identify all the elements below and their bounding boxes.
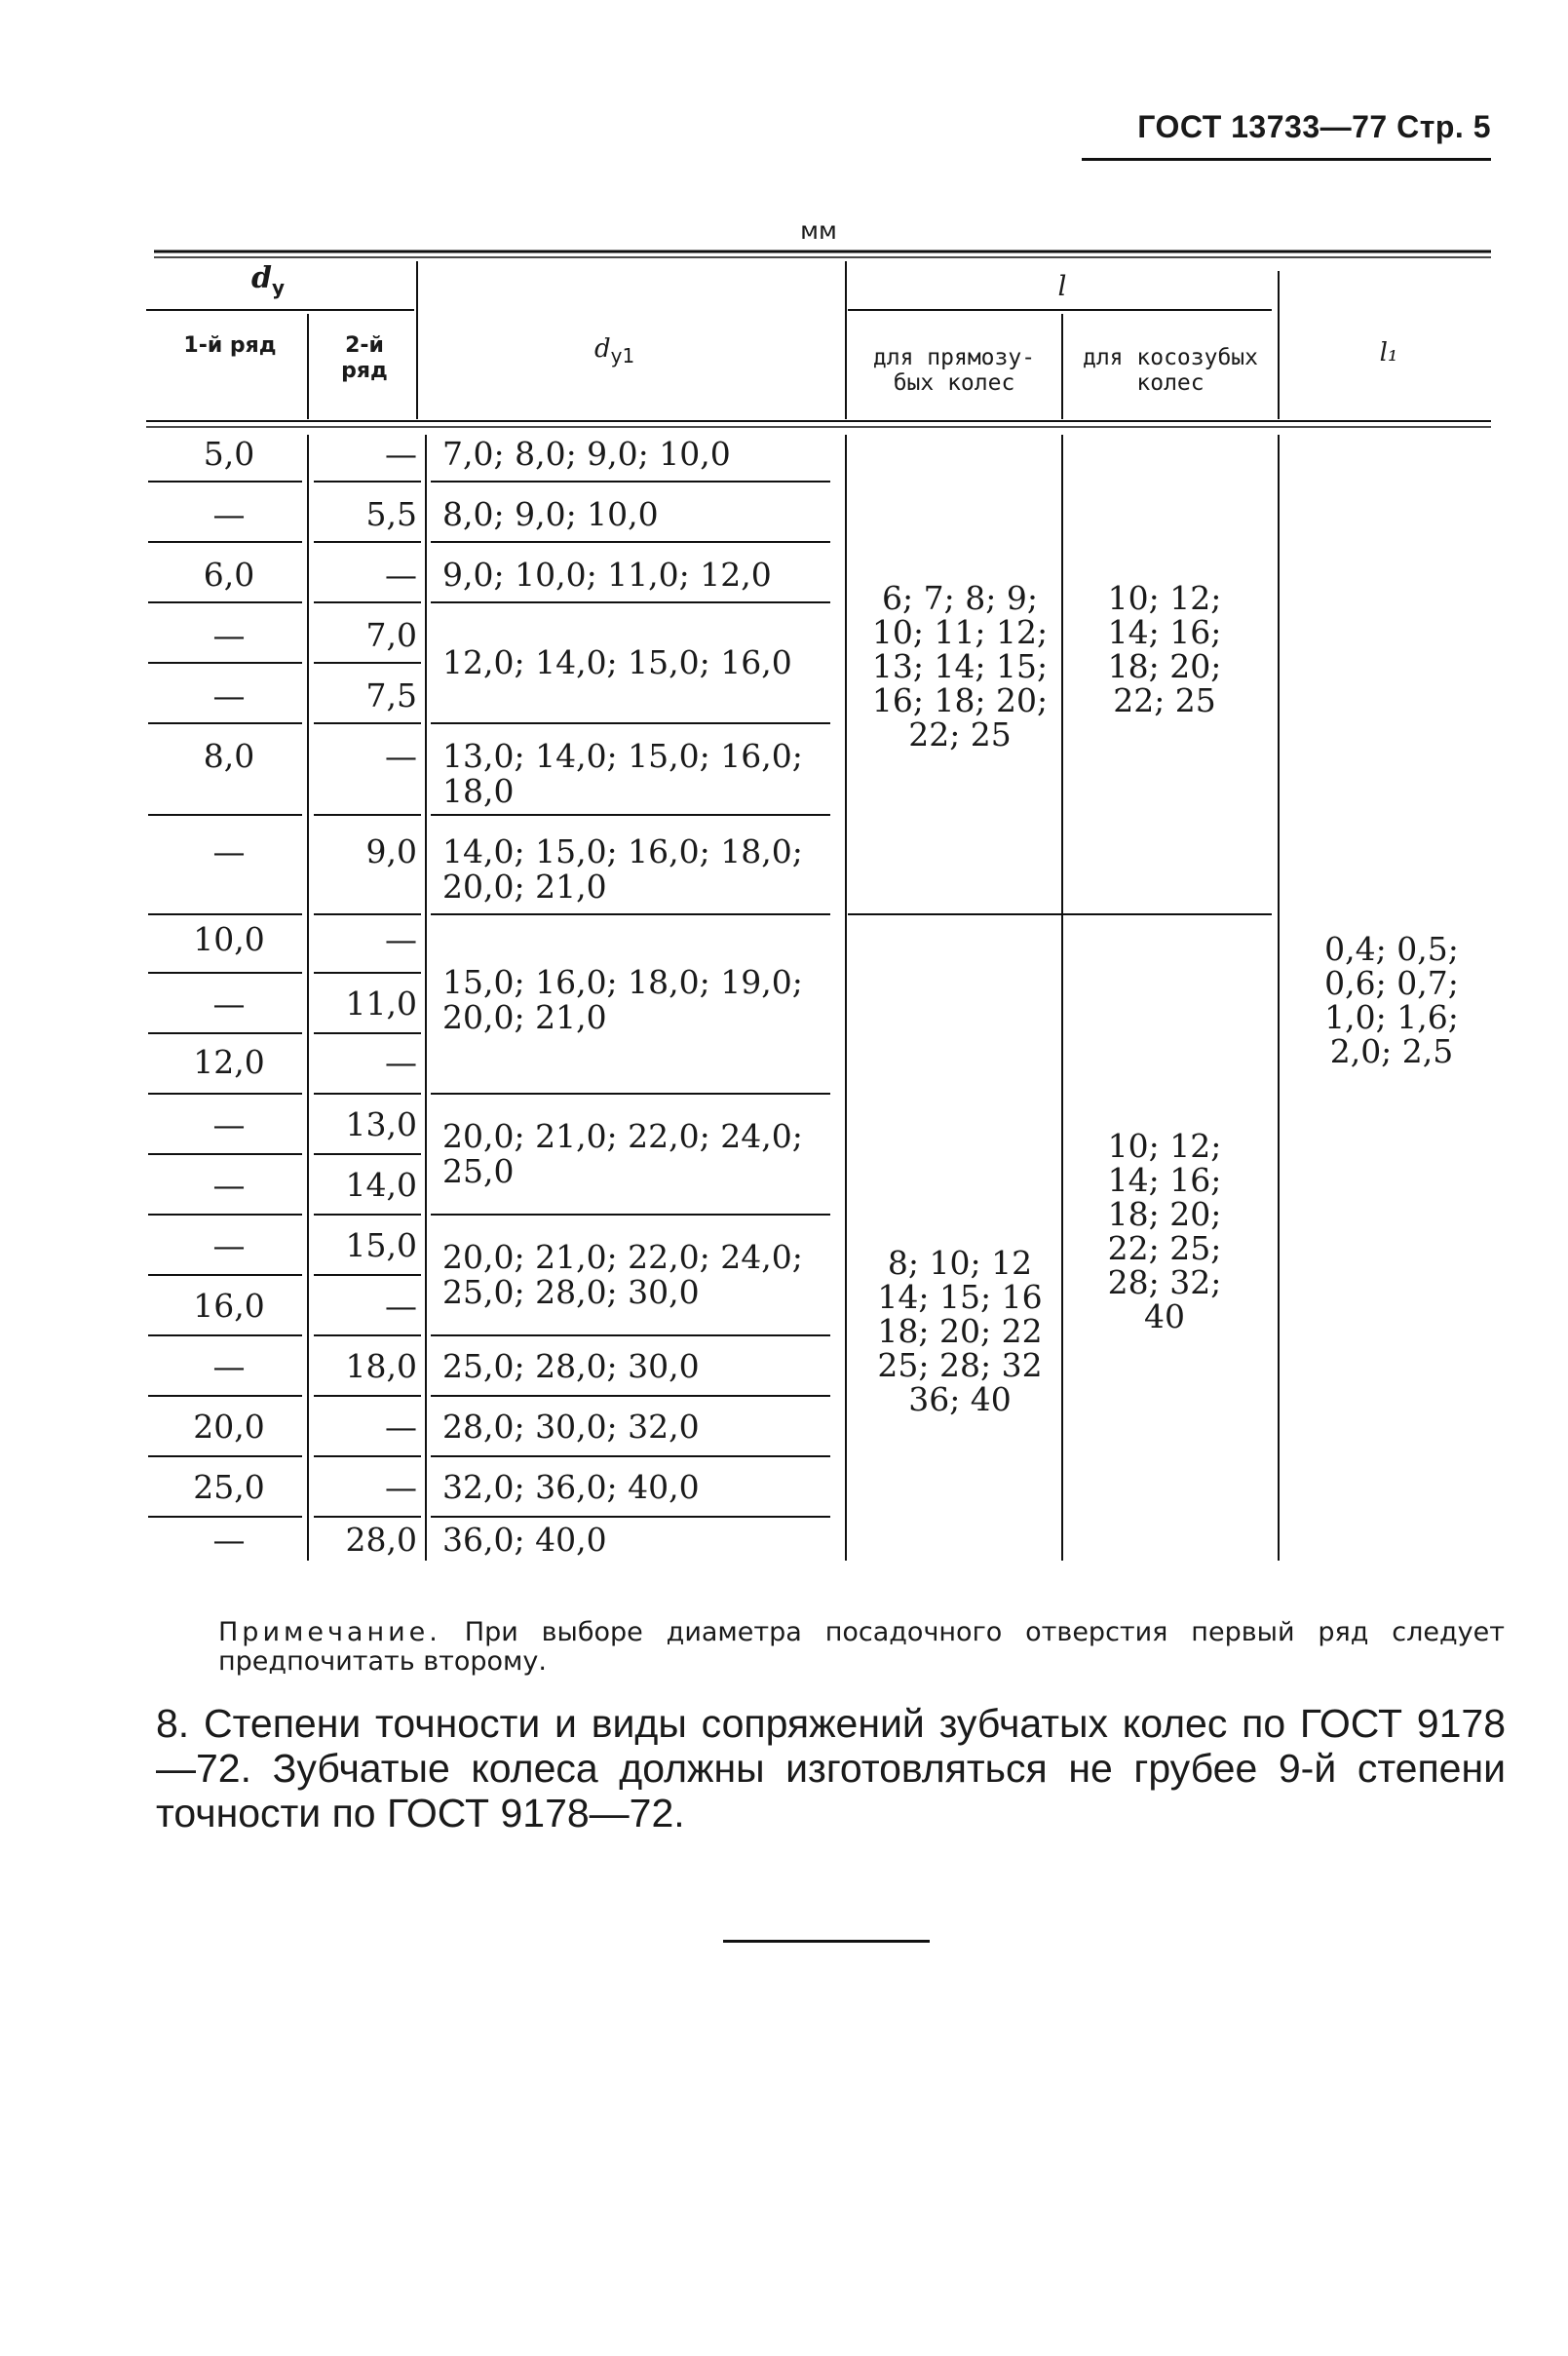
l1-values: 0,4; 0,5; 0,6; 0,7; 1,0; 1,6; 2,0; 2,5 xyxy=(1324,930,1459,1070)
header-rule xyxy=(1082,158,1491,161)
col2-value: — xyxy=(385,556,417,594)
col1-value: 5,0 xyxy=(203,435,255,473)
col1-value: 16,0 xyxy=(193,1287,265,1325)
col2-value: 7,5 xyxy=(365,676,417,715)
col1-value: 20,0 xyxy=(193,1408,265,1446)
header-dy xyxy=(251,261,320,305)
col2-value: — xyxy=(385,920,417,958)
section-8-paragraph: 8. Степени точности и виды сопряжений зубчатых колес по ГОСТ 9178—72. Зубчатые колеса должны изготовляться не грубее 9-й степени точности по ГОСТ 9178—72. xyxy=(156,1701,1506,1835)
col1-value: — xyxy=(212,1347,246,1385)
dy1-value: 14,0; 15,0; 16,0; 18,0; 20,0; 21,0 xyxy=(442,832,803,906)
col1-value: — xyxy=(212,1105,246,1143)
col1-value: — xyxy=(212,676,246,715)
header-l1: l₁ xyxy=(1379,338,1398,367)
col1-value: 25,0 xyxy=(193,1468,265,1506)
table-note xyxy=(218,1618,1505,1677)
col1-value: — xyxy=(212,832,246,870)
dy1-value: 7,0; 8,0; 9,0; 10,0 xyxy=(442,435,731,473)
note-label: Примечание. xyxy=(218,1617,441,1647)
col2-value: 11,0 xyxy=(345,985,417,1023)
col2-value: 15,0 xyxy=(345,1226,417,1264)
dy1-value: 8,0; 9,0; 10,0 xyxy=(442,495,659,533)
dy1-value: 15,0; 16,0; 18,0; 19,0; 20,0; 21,0 xyxy=(442,963,803,1036)
col2-value: — xyxy=(385,1043,417,1081)
header-dy1-symbol: d xyxy=(594,334,611,364)
header-row2: 2-й ряд xyxy=(341,333,388,383)
col1-value: — xyxy=(212,1226,246,1264)
header-dy-symbol: d xyxy=(251,261,272,295)
dimensions-table xyxy=(146,250,1491,1571)
dy1-value: 20,0; 21,0; 22,0; 24,0; 25,0; 28,0; 30,0 xyxy=(442,1238,803,1311)
col2-value: — xyxy=(385,737,417,775)
col2-value: — xyxy=(385,1468,417,1506)
dy1-value: 13,0; 14,0; 15,0; 16,0; 18,0 xyxy=(442,737,803,810)
dy1-value: 20,0; 21,0; 22,0; 24,0; 25,0 xyxy=(442,1117,803,1190)
col2-value: 13,0 xyxy=(345,1105,417,1143)
page-header xyxy=(1082,109,1491,145)
dy1-value: 28,0; 30,0; 32,0 xyxy=(442,1408,700,1446)
col2-value: 18,0 xyxy=(345,1347,417,1385)
col2-value: 9,0 xyxy=(365,832,417,870)
col2-value: 5,5 xyxy=(365,495,417,533)
col2-value: 14,0 xyxy=(345,1166,417,1204)
units-label: мм xyxy=(800,216,837,245)
dy1-value: 25,0; 28,0; 30,0 xyxy=(442,1347,700,1385)
dy1-value: 12,0; 14,0; 15,0; 16,0 xyxy=(442,643,792,681)
dy1-value: 36,0; 40,0 xyxy=(442,1521,607,1559)
col1-value: 8,0 xyxy=(203,737,255,775)
header-l-helical: для косозубых колес xyxy=(1082,345,1258,396)
col1-value: — xyxy=(212,495,246,533)
col2-value: 7,0 xyxy=(365,616,417,654)
dy1-value: 9,0; 10,0; 11,0; 12,0 xyxy=(442,556,772,594)
note-text: При выборе диаметра посадочного отверстия первый ряд следует предпочитать второму. xyxy=(218,1617,1505,1677)
l-straight-bottom: 8; 10; 12 14; 15; 16 18; 20; 22 25; 28; 32 36; 40 xyxy=(877,1244,1043,1418)
l-helical-top: 10; 12; 14; 16; 18; 20; 22; 25 xyxy=(1107,579,1222,719)
end-rule xyxy=(723,1940,930,1943)
page-header-text: ГОСТ 13733—77 Стр. 5 xyxy=(1137,109,1491,144)
col1-value: — xyxy=(212,1521,246,1559)
header-dy-subscript: у xyxy=(271,276,286,299)
header-dy1 xyxy=(594,331,692,373)
header-row1: 1-й ряд xyxy=(183,333,277,358)
dy1-value: 32,0; 36,0; 40,0 xyxy=(442,1468,700,1506)
header-l-straight: для прямозу- бых колес xyxy=(872,345,1036,396)
col1-value: 6,0 xyxy=(203,556,255,594)
l-helical-bottom: 10; 12; 14; 16; 18; 20; 22; 25; 28; 32; 40 xyxy=(1107,1127,1222,1335)
col2-value: — xyxy=(385,1408,417,1446)
col1-value: 12,0 xyxy=(193,1043,265,1081)
col1-value: — xyxy=(212,616,246,654)
col2-value: — xyxy=(385,435,417,473)
col1-value: — xyxy=(212,1166,246,1204)
header-dy1-subscript: у1 xyxy=(610,344,635,368)
l-straight-top: 6; 7; 8; 9; 10; 11; 12; 13; 14; 15; 16; 18; 20; 22; 25 xyxy=(871,579,1049,753)
col2-value: 28,0 xyxy=(345,1521,417,1559)
col1-value: 10,0 xyxy=(193,920,265,958)
header-l: l xyxy=(1057,270,1067,302)
col2-value: — xyxy=(385,1287,417,1325)
col1-value: — xyxy=(212,985,246,1023)
